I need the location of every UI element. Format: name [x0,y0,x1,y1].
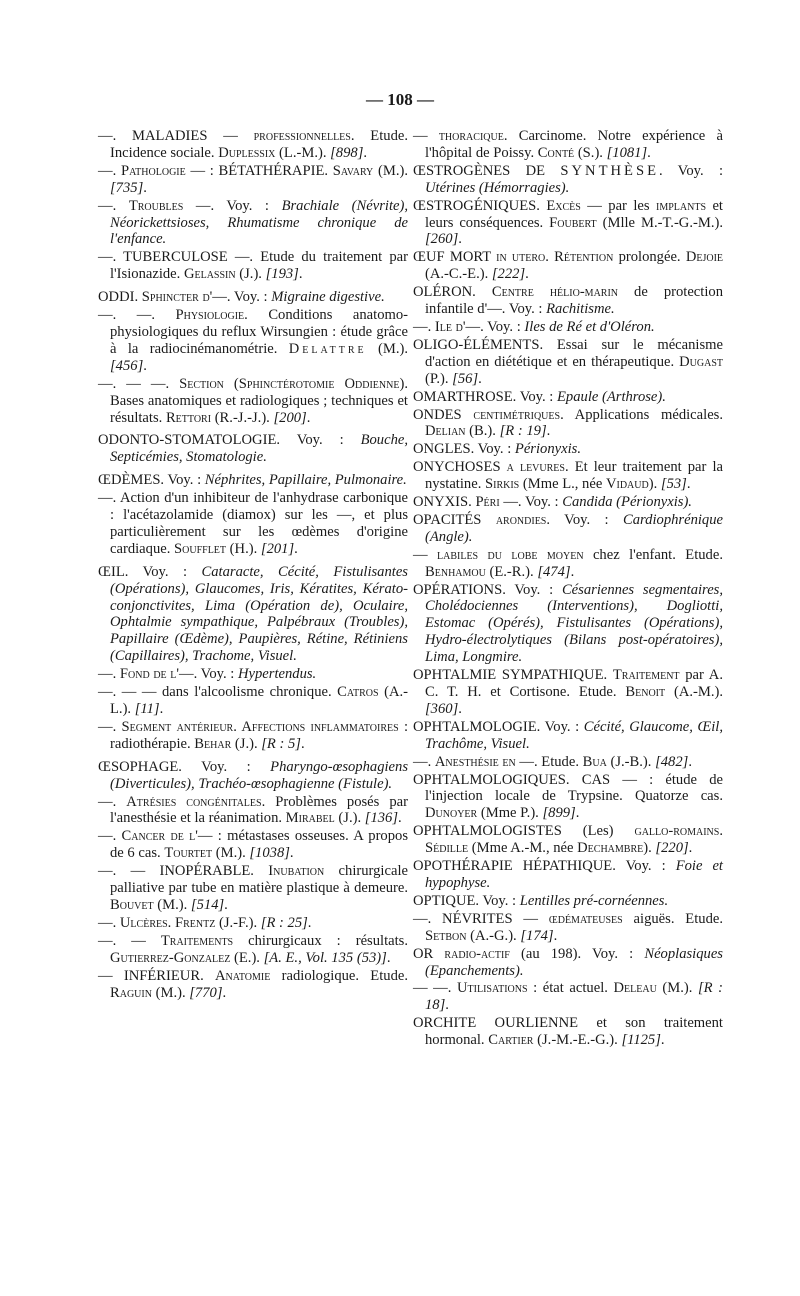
index-entry [98,198,408,249]
entry-text: [514] [190,896,225,913]
entry-text: Section (Sphinctérotomie Oddienne) [179,375,405,392]
entry-text: OPHTALMOLOGISTES (Les) [413,823,635,840]
entry-text: (J.-B.). [606,753,656,770]
entry-text: Traitements [160,932,234,949]
entry-text: ŒDÈMES. Voy. : [98,472,205,489]
entry-text: Migraine digestive. [271,289,385,306]
entry-text: ONDES [413,406,474,423]
entry-text: . [445,997,449,1014]
entry-text: (M.). [151,984,190,1001]
entry-text: [474] [537,563,571,580]
entry-text: Benhamou [425,563,486,580]
entry-text: [A. E., Vol. 135 (53)] [263,949,387,966]
entry-text: gallo-romains [634,823,720,840]
index-entry [98,794,408,828]
entry-text: (B.). [465,423,500,440]
entry-text: Dugast [679,353,723,370]
entry-text: OMARTHROSE. Voy. : [413,388,558,405]
entry-text: . [525,266,529,283]
entry-text: thoracique [438,128,504,144]
page-number: — 108 — [366,90,434,109]
entry-text: Centre hélio-marin [491,284,619,301]
entry-text: [360] [425,700,459,717]
index-entry [98,968,408,1002]
entry-text: Soufflet [174,540,227,557]
entry-text: Néoplasiques (Epanchements). [425,945,723,979]
entry-text: Néphrites, Papillaire, Pulmonaire. [204,472,407,489]
entry-text: Candida (Périonyxis). [562,494,692,511]
entry-text: . [167,914,175,931]
entry-text: . [546,423,551,440]
entry-text: Excès [546,197,581,214]
entry-text: radio-actif [444,945,510,962]
index-entry [413,754,723,771]
entry-text: centimétriques [473,406,561,423]
entry-text: (J.). [334,810,365,827]
entry-text: (M.). [656,980,698,997]
entry-text: . [719,823,723,840]
entry-text: OPACITÉS [413,511,496,528]
entry-text: . Voy. : [658,162,723,179]
entry-text: —. NÉVRITES — [413,910,549,927]
entry-text: —. Etude. [515,753,583,770]
entry-text: [53] [660,476,687,493]
index-entry [413,128,723,162]
entry-text: Péri [475,494,500,511]
entry-text: Segment antérieur. Affections inflammatoires [121,718,399,735]
entry-text: . Problèmes posés par l'anesthésie et la réanimation. [110,793,408,827]
entry-text: . [553,927,558,944]
entry-text: (M.). [373,162,408,179]
entry-text: . Applications médicales. [560,406,724,423]
index-entry [98,759,408,793]
entry-text: Raguin [110,984,152,1001]
entry-text: — par les [580,197,656,214]
entry-text: . [306,409,311,426]
index-entry [413,980,723,1014]
entry-text: ODONTO-STOMATOLOGIE. Voy. : [98,432,361,449]
entry-text: . [570,563,575,580]
index-entry [98,719,408,753]
entry-text: . [686,476,691,493]
entry-text: (M.). [212,845,250,862]
entry-text: Ulcères [119,914,168,931]
entry-text: OLIGO-ÉLÉMENTS. Essai sur le mécanisme d'action en diététique et en thérapeutique. [413,336,723,370]
entry-text: Dunoyer [425,805,478,822]
index-entry [98,490,408,558]
entry-text: ORCHITE OURLIENNE et son traitement hormonal. [413,1015,723,1049]
entry-text: Hypertendus. [237,666,317,683]
entry-text: Conté [537,144,575,161]
entry-text: de protection infantile d'—. Voy. : [425,284,723,318]
entry-text: — —. [413,980,457,997]
index-entry [413,337,723,388]
entry-text: Setbon [425,927,467,944]
entry-text: SYNTHÈSE [560,162,659,179]
entry-text: (J.-M.-E.-G.). [533,1032,622,1049]
entry-text: Delattre [288,340,367,357]
entry-text: . [143,357,147,374]
entry-text: [899] [542,805,576,822]
entry-text: OPHTALMOLOGIE. Voy. : [413,718,584,735]
index-entry [413,946,723,980]
entry-text: [200] [273,409,307,426]
entry-text: prolongée. [613,249,686,266]
index-entry [98,666,408,683]
entry-text: [770] [189,984,223,1001]
index-entry [98,432,408,466]
entry-text: Vidaud [605,476,649,493]
entry-text: Dechambre [577,840,644,857]
entry-text: OPHTALMIE SYMPATHIQUE. [413,667,613,684]
index-entry [98,307,408,375]
entry-text: [R : 18] [425,980,723,1014]
index-entry [98,376,408,427]
entry-text: Bouche, Septicémies, Stomatologie. [110,432,408,466]
entry-text: . [458,231,462,248]
entry-text: . Voy. : [546,511,623,528]
entry-text: [898] [330,144,364,161]
entry-text: —. [98,793,127,810]
entry-text: Sphincter d' [141,289,213,306]
index-entry [413,582,723,667]
index-entry [98,933,408,967]
entry-text: (S.). [574,144,607,161]
entry-text: [222] [491,266,526,283]
entry-text: [456] [110,357,144,374]
index-entry [413,319,723,336]
entry-text: —. Voy. : [179,666,238,683]
entry-text: —. Voy. : [183,197,282,214]
entry-text: a levures [506,459,565,476]
entry-text: — : métastases osseuses. A propos de 6 cas. [110,828,408,862]
entry-text: [482] [655,753,689,770]
entry-text: Troubles [128,197,184,214]
entry-text: Cartier [488,1032,534,1049]
entry-text: (A.-C.-E.). [425,266,492,283]
entry-text: —. [98,197,129,214]
entry-text: Dejoie [685,249,724,266]
entry-text: . Etude. Incidence sociale. [110,128,408,161]
entry-text: Bouvet [110,896,154,913]
index-entry [413,823,723,857]
entry-text: ODDI. [98,289,142,306]
entry-text: —. — — dans l'alcoolisme chronique. [98,684,338,701]
index-entry [413,249,723,283]
entry-text: ONYXIS. [413,494,476,511]
entry-text: (J.-F.). [215,914,261,931]
entry-text: Cardiophrénique (Angle). [425,511,723,545]
entry-text: chez l'enfant. Etude. [583,546,723,563]
entry-text: . [688,840,693,857]
entry-text: Anatomie [215,967,271,984]
index-entry [413,858,723,892]
entry-text: OPTIQUE. Voy. : [413,892,520,909]
entry-text: (L.-M.). [275,144,331,161]
entry-text: —. [413,318,435,335]
index-entry [413,893,723,910]
entry-text: [260] [425,231,459,248]
entry-text: Périonyxis. [514,441,581,458]
entry-text: . Et leur traitement par la nystatine. [425,459,723,493]
entry-text: — : BÉTATHÉRAPIE. [185,162,333,179]
entry-text: —. [98,162,121,179]
index-entry [413,547,723,581]
entry-text: —. [98,718,122,735]
entry-text: [1081] [606,144,648,161]
index-entry [98,163,408,197]
entry-text: Ile d' [434,318,466,335]
entry-text: : état actuel. [527,980,614,997]
entry-text: Fond de l' [119,666,180,683]
entry-text: chirurgicaux : résultats. [233,932,408,949]
entry-text: ONYCHOSES [413,459,507,476]
entry-text: Catros [337,684,379,701]
entry-text: OLÉRON. [413,284,492,301]
entry-text: (P.). [425,370,453,387]
entry-text: (E.). [230,949,264,966]
entry-text: (E.-R.). [485,563,538,580]
entry-text: implants [656,197,707,214]
entry-text: Sédille [425,840,469,857]
index-entry [98,564,408,665]
entry-text: et leurs conséquences. [425,197,723,231]
entry-text: Deleau [613,980,657,997]
index-entry [413,389,723,406]
entry-text: labiles du lobe moyen [437,546,584,563]
entry-text: —. [98,666,120,683]
entry-text: (Mme L., née [519,476,606,493]
entry-text: (Mme P.). [477,805,543,822]
entry-text: Utilisations [457,980,528,997]
index-entry [413,1015,723,1049]
entry-text: Savary [332,162,374,179]
entry-text: in utero [496,249,546,266]
entry-text: (Mlle M.-T.-G.-M.). [596,214,723,231]
entry-text: Lentilles pré-cornéennes. [519,892,669,909]
entry-text: —. — —. [98,375,180,392]
entry-text: Epaule (Arthrose). [557,388,666,405]
entry-text: (au 198). Voy. : [509,945,645,962]
entry-text: . [478,370,482,387]
index-entry [98,828,408,862]
entry-text: [1038] [249,845,290,862]
entry-text: . Conditions anatomo-physiologiques du reflux Wirsungien : étude grâce à la radiocinémanométrie. [110,307,409,357]
entry-text: Rachitisme. [546,301,615,318]
index-entry [413,512,723,546]
entry-text: Foie et hypophyse. [425,858,723,891]
index-entry [98,128,408,162]
entry-text: . [307,914,312,931]
entry-text: Césariennes segmentaires, Cholédociennes (Interventions), Dogliotti, Estomac (Opérés), Fistulisantes (Opérations), Hydro-électrolytiques (Bilans post-opératoires), Lima, Longmire. [425,581,724,666]
entry-text: par A. C. T. H. et Cortisone. Etude. [425,667,723,700]
entry-text: Brachiale (Névrite), Néorickettsioses, Rhumatisme chronique de l'enfance. [110,197,409,248]
entry-text: —. [98,828,122,845]
entry-text: [1125] [621,1032,661,1049]
entry-text: (A.-L.). [110,684,408,717]
entry-text: (J.). [231,735,262,752]
entry-text: . [545,249,555,266]
entry-text: Cécité, Glaucome, Œil, Trachôme, Visuel. [425,718,723,752]
entry-text: [136] [364,810,399,827]
entry-text: [11] [134,701,160,717]
index-entry [413,667,723,718]
entry-text: . [688,753,692,770]
entry-text: Frentz [174,914,216,931]
entry-text: . [143,179,147,196]
entry-text: . [289,845,294,862]
entry-text: —. MALADIES — [98,128,254,144]
entry-text: radiologique. Etude. [270,967,408,984]
index-entry [98,472,408,489]
entry-text: Physiologie [175,307,245,324]
index-entry [413,494,723,511]
entry-text: [R : 5] [261,735,301,752]
entry-text: . Bases anatomiques et radiologiques ; techniques et résultats. [110,375,408,426]
entry-text: (J.). [235,266,266,283]
index-entry [98,684,408,718]
entry-text: arondies [495,511,547,528]
entry-text: ONGLES. Voy. : [413,441,515,458]
entry-text: Atrésies congénitales [126,793,262,810]
entry-text: [56] [452,370,479,387]
entry-text: Gelassin [183,266,236,283]
entry-text: —. Voy. : [465,318,525,335]
index-entry [98,915,408,932]
entry-text: Gutierrez-Gonzalez [110,949,231,966]
entry-text: Anesthésie en [434,753,516,770]
entry-text: —. — [98,932,161,949]
entry-text: . [294,540,298,557]
entry-text: Cancer de l' [121,828,198,845]
entry-text: Tourtet [164,845,213,862]
entry-text: [193] [265,266,299,283]
entry-text: [R : 19] [499,423,547,440]
entry-text: Foubert [549,214,597,231]
entry-text: —. [413,753,435,770]
entry-text: ŒSTROGÈNES DE [413,162,561,179]
entry-text: (A.-M.). [665,684,723,700]
entry-text: [220] [655,840,689,857]
index-entry [413,772,723,823]
entry-text: (H.). [226,540,261,557]
entry-text: Rettori [165,409,212,426]
entry-text: chirurgicale palliative par tube en matière plastique à demeure. [110,863,408,897]
entry-text: professionnelles [253,128,351,144]
entry-text: ŒIL. Voy. : [98,563,202,580]
entry-text: . [660,1032,665,1049]
entry-text: Bua [582,753,607,770]
entry-text: Behar [194,735,232,752]
entry-text: . [647,144,651,161]
entry-text: . [575,805,580,822]
index-entry [413,459,723,493]
index-entry [413,284,723,318]
index-entry [413,163,723,197]
entry-text: Benoit [625,684,666,700]
entry-text: — INFÉRIEUR. [98,967,215,984]
entry-text: Inubation [268,863,325,880]
index-entry [413,441,723,458]
entry-text: . [458,700,462,717]
entry-text: . [363,144,368,161]
entry-text: Mirabel [285,810,335,827]
entry-text: —. Voy. : [212,289,272,306]
entry-text: (M.). [366,340,408,357]
entry-text: Delian [425,423,466,440]
entry-text: (A.-G.). [466,927,521,944]
index-entry [98,289,408,306]
entry-text: . [224,896,228,913]
entry-text: . [398,810,402,827]
entry-text: Traitement [612,667,680,684]
entry-text: OPÉRATIONS. Voy. : [413,581,562,598]
index-entry [413,911,723,945]
entry-text: [735] [110,179,144,196]
entry-text: —. Action d'un inhibiteur de l'anhydrase carbonique : l'acétazolamide (diamox) sur les —, et plus particulièrement sur les œdèmes d'origine cardiaque. [98,490,408,557]
entry-text: Utérines (Hémorragies). [425,179,570,196]
index-entry [98,863,408,914]
entry-text: . [159,701,164,717]
entry-text: œdémateuses [548,910,623,927]
index-entry [413,719,723,753]
entry-text: ŒSOPHAGE. Voy. : [98,758,271,775]
entry-text: (R.-J.-J.). [211,409,274,426]
entry-text: aiguës. Etude. [622,910,723,927]
entry-text: (M.). [153,896,191,913]
index-column-left [98,128,408,1002]
index-entry [98,249,408,283]
entry-text: ). [648,476,661,493]
entry-text: —. TUBERCULOSE —. Etude du traitement par l'Isionazide. [98,249,408,283]
index-column-right [413,128,723,1050]
entry-text: . [386,949,391,966]
entry-text: . [300,735,305,752]
entry-text: ŒUF MORT [413,249,497,266]
index-entry [413,198,723,249]
entry-text: Pharyngo-œsophagiens (Diverticules), Trachéo-œsophagienne (Fistule). [110,758,408,792]
entry-text: —. Voy. : [499,494,563,511]
entry-text: ). [643,840,656,857]
entry-text: Iles de Ré et d'Oléron. [524,318,655,335]
entry-text: —. [98,914,120,931]
entry-text: OPOTHÉRAPIE HÉPATHIQUE. Voy. : [413,858,676,875]
entry-text: Pathologie [120,162,186,179]
entry-text: . Carcinome. Notre expérience à l'hôpital de Poissy. [425,128,723,161]
entry-text: — [413,128,439,144]
entry-text: [201] [260,540,295,557]
entry-text: OR [413,945,445,962]
entry-text: . [222,984,227,1001]
entry-text: OPHTALMOLOGIQUES. CAS — : étude de l'injection locale de Trypsine. Quatorze cas. [413,771,723,805]
entry-text: —. —. [98,307,176,324]
entry-text: ŒSTROGÉNIQUES. [413,197,547,214]
entry-text: . [298,266,303,283]
entry-text: — [413,546,437,563]
entry-text: Sirkis [485,476,520,493]
entry-text: Rétention [554,249,614,266]
entry-text: Cataracte, Cécité, Fistulisantes (Opérations), Glaucomes, Iris, Kératites, Kérato-conjonctivites, Lima (Opération de), Oculaire, Ophtalmie sympathique, Palpébraux (Troubles), Papillaire (Œdème), Paupières, Rétine, Rétiniens (Capillaires), Trachome, Visuel. [110,563,408,665]
entry-text: (Mme A.-M., née [468,840,578,857]
entry-text: [174] [520,927,554,944]
entry-text: Duplessix [218,144,276,161]
index-entry [413,407,723,441]
entry-text: [R : 25] [260,914,308,931]
entry-text: : radiothérapie. [110,718,408,752]
entry-text: —. — INOPÉRABLE. [98,863,269,880]
